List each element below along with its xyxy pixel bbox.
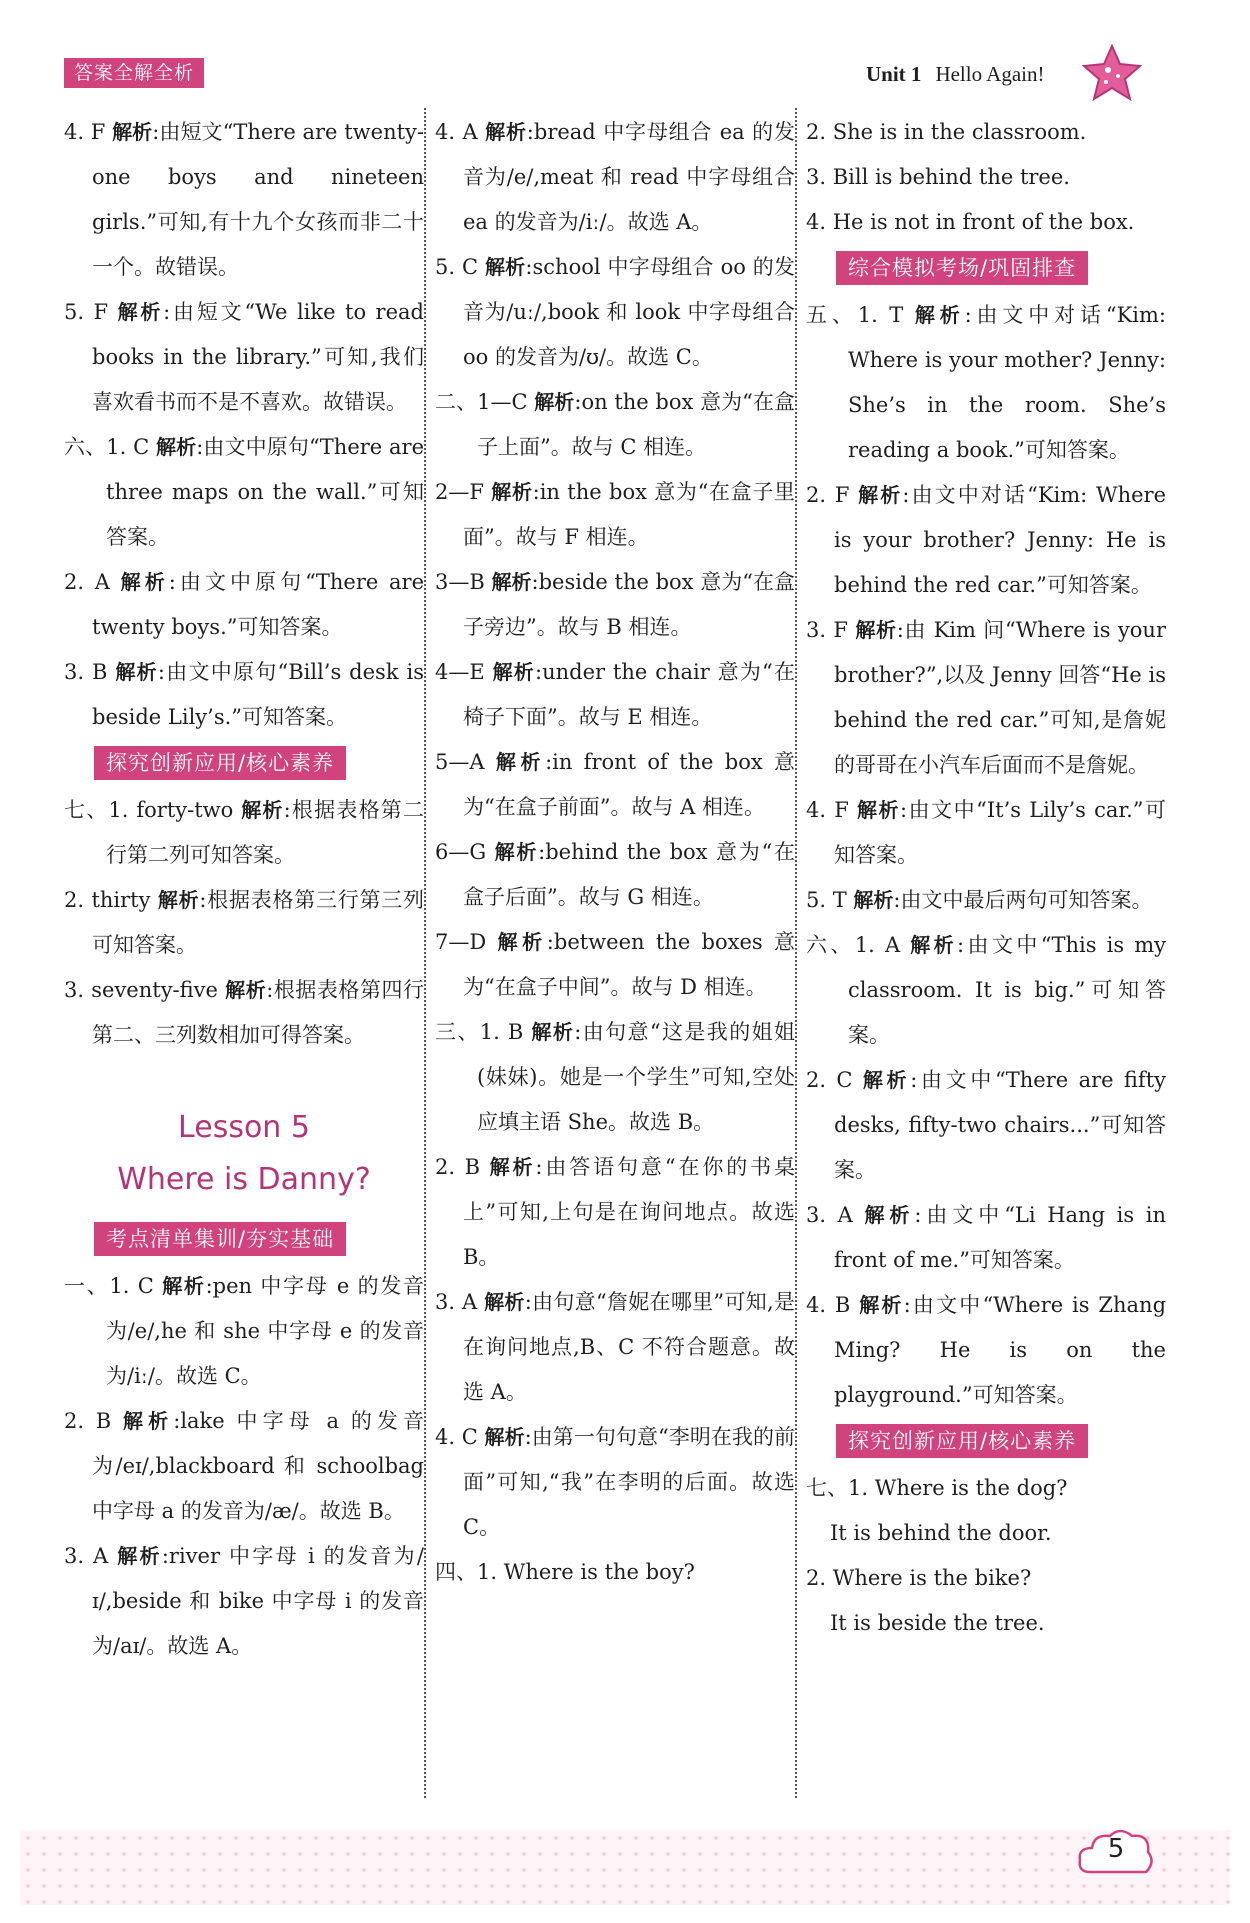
answer-number: 5. T (806, 888, 847, 912)
explanation-label: 解析 (123, 1409, 174, 1433)
answer-item: 7—D 解析:between the boxes 意为“在盒子中间”。故与 D 相连。 (435, 930, 795, 999)
answer-number: 3. A (64, 1544, 109, 1568)
explanation-text: under the chair 意为“在椅子下面”。故与 E 相连。 (463, 660, 795, 729)
section-banner-explore: 探究创新应用/核心素养 (94, 746, 346, 780)
column-divider-2 (795, 108, 797, 1798)
answer-number: 七、1. forty-two (64, 798, 234, 822)
answer-number: 2. F (806, 483, 850, 507)
answer-number: 4. F (806, 798, 849, 822)
answer-item: 4—E 解析:under the chair 意为“在椅子下面”。故与 E 相连。 (435, 660, 795, 729)
answer-line: 2. She is in the classroom. (806, 120, 1087, 144)
explanation-label: 解析 (497, 930, 547, 954)
answer-item: 2—F 解析:in the box 意为“在盒子里面”。故与 F 相连。 (435, 480, 795, 549)
answer-number: 3. seventy-five (64, 978, 218, 1002)
answer-number: 七、1. (806, 1476, 869, 1500)
explanation-text: behind the box 意为“在盒子后面”。故与 G 相连。 (463, 840, 795, 909)
answer-item: 3. B 解析:由文中原句“Bill’s desk is beside Lily’s.”可知答案。 (64, 660, 424, 729)
explanation-label: 解析 (491, 480, 533, 504)
lesson-heading (64, 1102, 424, 1206)
explanation-text: 由文中原句“There are twenty boys.”可知答案。 (92, 570, 424, 639)
explanation-text: lake 中字母 a 的发音为/eɪ/,blackboard 和 schoolbag 中字母 a 的发音为/æ/。故选 B。 (92, 1409, 425, 1523)
answer-item: 5. C 解析:school 中字母组合 oo 的发音为/uː/,book 和 look 中字母组合 oo 的发音为/ʊ/。故选 C。 (435, 255, 795, 369)
explanation-text: 由短文“We like to read books in the library.”可知,我们喜欢看书而不是不喜欢。故错误。 (92, 300, 424, 414)
unit-number: Unit 1 (866, 62, 922, 86)
answer-column-3 (806, 110, 1166, 1646)
answer-number: 2. C (806, 1068, 853, 1092)
explanation-label: 解析 (491, 570, 532, 594)
explanation-label: 解析 (495, 750, 546, 774)
explanation-label: 解析 (489, 1155, 536, 1179)
page-number-badge (1076, 1822, 1156, 1882)
answer-item: 二、1—C 解析:on the box 意为“在盒子上面”。故与 C 相连。 (435, 390, 795, 459)
answer-number: 一、1. C (64, 1274, 154, 1298)
answer-number: 2—F (435, 480, 484, 504)
answer-text: Where is the bike? (832, 1566, 1032, 1590)
explanation-text: 由文中原句“Bill’s desk is beside Lily’s.”可知答案。 (92, 660, 424, 729)
answer-number: 三、1. B (435, 1020, 524, 1044)
explanation-text: beside the box 意为“在盒子旁边”。故与 B 相连。 (463, 570, 795, 639)
answer-number: 3—B (435, 570, 485, 594)
explanation-text: 根据表格第四行第二、三列数相加可得答案。 (92, 978, 425, 1047)
lesson-title: Lesson 5 (178, 1110, 310, 1145)
column-divider-1 (424, 108, 426, 1798)
answer-number: 3. B (64, 660, 108, 684)
answer-item: 3. F 解析:由 Kim 问“Where is your brother?”,以及 Jenny 回答“He is behind the red car.”可知,是詹妮的哥哥在小汽车后面而不是詹妮。 (806, 618, 1166, 777)
section-banner-explore-2: 探究创新应用/核心素养 (836, 1424, 1088, 1458)
answer-number: 4. F (64, 120, 106, 144)
answer-number: 5. F (64, 300, 109, 324)
footer-decoration (20, 1830, 1230, 1905)
answer-item: 4. F 解析:由文中“It’s Lily’s car.”可知答案。 (806, 798, 1166, 867)
answer-number: 6—G (435, 840, 487, 864)
explanation-label: 解析 (484, 1425, 525, 1449)
explanation-text: river 中字母 i 的发音为/ɪ/,beside 和 bike 中字母 i 的发音为/aɪ/。故选 A。 (92, 1544, 424, 1658)
explanation-label: 解析 (155, 435, 197, 459)
section-banner-basics: 考点清单集训/夯实基础 (94, 1222, 346, 1256)
header-section-tag: 答案全解全析 (64, 58, 204, 88)
answer-number: 五、1. T (806, 303, 904, 327)
answer-item: 3—B 解析:beside the box 意为“在盒子旁边”。故与 B 相连。 (435, 570, 795, 639)
answer-item: 4. C 解析:由第一句句意“李明在我的前面”可知,“我”在李明的后面。故选 C。 (435, 1425, 795, 1539)
explanation-label: 解析 (910, 933, 958, 957)
answer-item: 2. B 解析:由答语句意“在你的书桌上”可知,上句是在询问地点。故选 B。 (435, 1155, 795, 1269)
explanation-label: 解析 (534, 390, 575, 414)
explanation-text: in the box 意为“在盒子里面”。故与 F 相连。 (463, 480, 795, 549)
explanation-label: 解析 (914, 303, 965, 327)
answer-column-2 (435, 110, 795, 1595)
explanation-label: 解析 (492, 660, 536, 684)
explanation-label: 解析 (117, 1544, 162, 1568)
explanation-text: 由句意“这是我的姐姐(妹妹)。她是一个学生”可知,空处应填主语 She。故选 B。 (477, 1020, 795, 1134)
answer-item: 4. B 解析:由文中“Where is Zhang Ming? He is on the playground.”可知答案。 (806, 1293, 1167, 1407)
answer-item: 七、1. forty-two 解析:根据表格第二行第二列可知答案。 (64, 798, 425, 867)
unit-name: Hello Again! (935, 62, 1045, 86)
explanation-label: 解析 (115, 660, 158, 684)
answer-number: 2. B (64, 1409, 112, 1433)
explanation-label: 解析 (484, 1290, 525, 1314)
explanation-label: 解析 (157, 888, 200, 912)
answer-item: 一、1. C 解析:pen 中字母 e 的发音为/e/,he 和 she 中字母 e 的发音为/iː/。故选 C。 (64, 1274, 425, 1388)
answer-item: 2. A 解析:由文中原句“There are twenty boys.”可知答案。 (64, 570, 424, 639)
section-banner-mock-test: 综合模拟考场/巩固排查 (836, 251, 1088, 285)
answer-item: 四、1. Where is the boy? (435, 1560, 695, 1584)
answer-item: 4. A 解析:bread 中字母组合 ea 的发音为/e/,meat 和 read 中字母组合 ea 的发音为/iː/。故选 A。 (435, 120, 795, 234)
answer-number: 4. A (435, 120, 478, 144)
explanation-text: 由短文“There are twenty-one boys and nineteen girls.”可知,有十九个女孩而非二十一个。故错误。 (92, 120, 424, 279)
lesson-subtitle: Where is Danny? (117, 1162, 371, 1197)
answer-line (806, 1556, 1166, 1601)
answer-item: 2. thirty 解析:根据表格第三行第三列可知答案。 (64, 888, 424, 957)
explanation-text: 根据表格第三行第三列可知答案。 (92, 888, 424, 957)
explanation-text: 由句意“詹妮在哪里”可知,是在询问地点,B、C 不符合题意。故选 A。 (463, 1290, 795, 1404)
explanation-text: 根据表格第二行第二列可知答案。 (106, 798, 425, 867)
explanation-text: 由文中最后两句可知答案。 (900, 888, 1153, 912)
answer-number: 2. A (64, 570, 110, 594)
explanation-label: 解析 (112, 120, 153, 144)
explanation-label: 解析 (856, 798, 900, 822)
answer-item: 3. A 解析:river 中字母 i 的发音为/ɪ/,beside 和 bike 中字母 i 的发音为/aɪ/。故选 A。 (64, 1544, 424, 1658)
explanation-text: on the box 意为“在盒子上面”。故与 C 相连。 (477, 390, 795, 459)
answer-number: 2. B (435, 1155, 481, 1179)
explanation-text: 由文中“There are fifty desks, fifty-two chairs...”可知答案。 (834, 1068, 1166, 1182)
header-unit-title (866, 60, 1045, 88)
answer-number: 3. A (435, 1290, 478, 1314)
answer-item: 5. T 解析:由文中最后两句可知答案。 (806, 888, 1153, 912)
explanation-text: 由文中“This is my classroom. It is big.”可知答案。 (848, 933, 1166, 1047)
answer-number: 3. F (806, 618, 848, 642)
answer-number: 二、1—C (435, 390, 528, 414)
explanation-label: 解析 (117, 300, 164, 324)
answer-number: 3. A (806, 1203, 853, 1227)
answer-item: 2. B 解析:lake 中字母 a 的发音为/eɪ/,blackboard 和 schoolbag 中字母 a 的发音为/æ/。故选 B。 (64, 1409, 425, 1523)
answer-number: 六、1. C (64, 435, 150, 459)
explanation-label: 解析 (484, 255, 526, 279)
explanation-label: 解析 (864, 1203, 915, 1227)
answer-item: 5—A 解析:in front of the box 意为“在盒子前面”。故与 A 相连。 (435, 750, 795, 819)
answer-item: 五、1. T 解析:由文中对话“Kim: Where is your mother? Jenny: She’s in the room. She’s reading a book.”可知答案。 (806, 303, 1166, 462)
answer-number: 2. (806, 1566, 827, 1590)
explanation-text: school 中字母组合 oo 的发音为/uː/,book 和 look 中字母组合 oo 的发音为/ʊ/。故选 C。 (463, 255, 795, 369)
explanation-label: 解析 (241, 798, 284, 822)
answer-item: 6—G 解析:behind the box 意为“在盒子后面”。故与 G 相连。 (435, 840, 795, 909)
explanation-text: 由 Kim 问“Where is your brother?”,以及 Jenny 回答“He is behind the red car.”可知,是詹妮的哥哥在小汽车后面而不是詹妮。 (834, 618, 1166, 777)
answer-item: 2. F 解析:由文中对话“Kim: Where is your brother? Jenny: He is behind the red car.”可知答案。 (806, 483, 1166, 597)
explanation-text: in front of the box 意为“在盒子前面”。故与 A 相连。 (463, 750, 795, 819)
explanation-text: between the boxes 意为“在盒子中间”。故与 D 相连。 (463, 930, 795, 999)
answer-item: 3. A 解析:由文中“Li Hang is in front of me.”可知答案。 (806, 1203, 1166, 1272)
answer-number: 4—E (435, 660, 485, 684)
explanation-label: 解析 (855, 618, 897, 642)
answer-text: It is beside the tree. (830, 1611, 1045, 1635)
explanation-label: 解析 (494, 840, 539, 864)
answer-item: 5. F 解析:由短文“We like to read books in the library.”可知,我们喜欢看书而不是不喜欢。故错误。 (64, 300, 424, 414)
explanation-text: 由第一句句意“李明在我的前面”可知,“我”在李明的后面。故选 C。 (463, 1425, 795, 1539)
answer-item: 六、1. C 解析:由文中原句“There are three maps on the wall.”可知答案。 (64, 435, 424, 549)
answer-item: 六、1. A 解析:由文中“This is my classroom. It is big.”可知答案。 (806, 933, 1166, 1047)
answer-text: Where is the dog? (874, 1476, 1068, 1500)
answer-item: 三、1. B 解析:由句意“这是我的姐姐(妹妹)。她是一个学生”可知,空处应填主语 She。故选 B。 (435, 1020, 795, 1134)
explanation-label: 解析 (120, 570, 169, 594)
answer-item: 2. C 解析:由文中“There are fifty desks, fifty-two chairs...”可知答案。 (806, 1068, 1166, 1182)
explanation-text: 由文中“Li Hang is in front of me.”可知答案。 (834, 1203, 1166, 1272)
answer-line (806, 1601, 1166, 1646)
explanation-text: bread 中字母组合 ea 的发音为/e/,meat 和 read 中字母组合 ea 的发音为/iː/。故选 A。 (463, 120, 795, 234)
answer-line: 4. He is not in front of the box. (806, 210, 1135, 234)
explanation-label: 解析 (858, 483, 903, 507)
explanation-text: 由文中原句“There are three maps on the wall.”可知答案。 (106, 435, 424, 549)
explanation-label: 解析 (531, 1020, 575, 1044)
answer-number: 5—A (435, 750, 485, 774)
answer-item: 3. seventy-five 解析:根据表格第四行第二、三列数相加可得答案。 (64, 978, 425, 1047)
page-number: 5 (1107, 1834, 1125, 1864)
star-decoration-icon (1078, 44, 1146, 102)
explanation-label: 解析 (859, 1293, 904, 1317)
answer-line (806, 1511, 1166, 1556)
explanation-label: 解析 (225, 978, 267, 1002)
explanation-text: 由答语句意“在你的书桌上”可知,上句是在询问地点。故选 B。 (463, 1155, 795, 1269)
answer-number: 2. thirty (64, 888, 151, 912)
answer-number: 4. B (806, 1293, 851, 1317)
answer-item: 3. A 解析:由句意“詹妮在哪里”可知,是在询问地点,B、C 不符合题意。故选 A。 (435, 1290, 795, 1404)
answer-column-1 (64, 110, 424, 1669)
explanation-text: 由文中对话“Kim: Where is your brother? Jenny: He is behind the red car.”可知答案。 (834, 483, 1166, 597)
explanation-text: 由文中“It’s Lily’s car.”可知答案。 (834, 798, 1166, 867)
answer-number: 4. C (435, 1425, 478, 1449)
answer-number: 5. C (435, 255, 479, 279)
answer-text: It is behind the door. (830, 1521, 1052, 1545)
explanation-text: pen 中字母 e 的发音为/e/,he 和 she 中字母 e 的发音为/iː/。故选 C。 (106, 1274, 425, 1388)
explanation-label: 解析 (162, 1274, 206, 1298)
explanation-text: 由文中对话“Kim: Where is your mother? Jenny: She’s in the room. She’s reading a book.”可知答案。 (848, 303, 1166, 462)
answer-number: 六、1. A (806, 933, 901, 957)
explanation-label: 解析 (862, 1068, 911, 1092)
answer-line: 3. Bill is behind the tree. (806, 165, 1070, 189)
answer-item: 4. F 解析:由短文“There are twenty-one boys and nineteen girls.”可知,有十九个女孩而非二十一个。故错误。 (64, 120, 424, 279)
explanation-label: 解析 (485, 120, 527, 144)
answer-line (806, 1466, 1166, 1511)
answer-number: 7—D (435, 930, 487, 954)
explanation-text: 由文中“Where is Zhang Ming? He is on the playground.”可知答案。 (834, 1293, 1167, 1407)
explanation-label: 解析 (853, 888, 894, 912)
